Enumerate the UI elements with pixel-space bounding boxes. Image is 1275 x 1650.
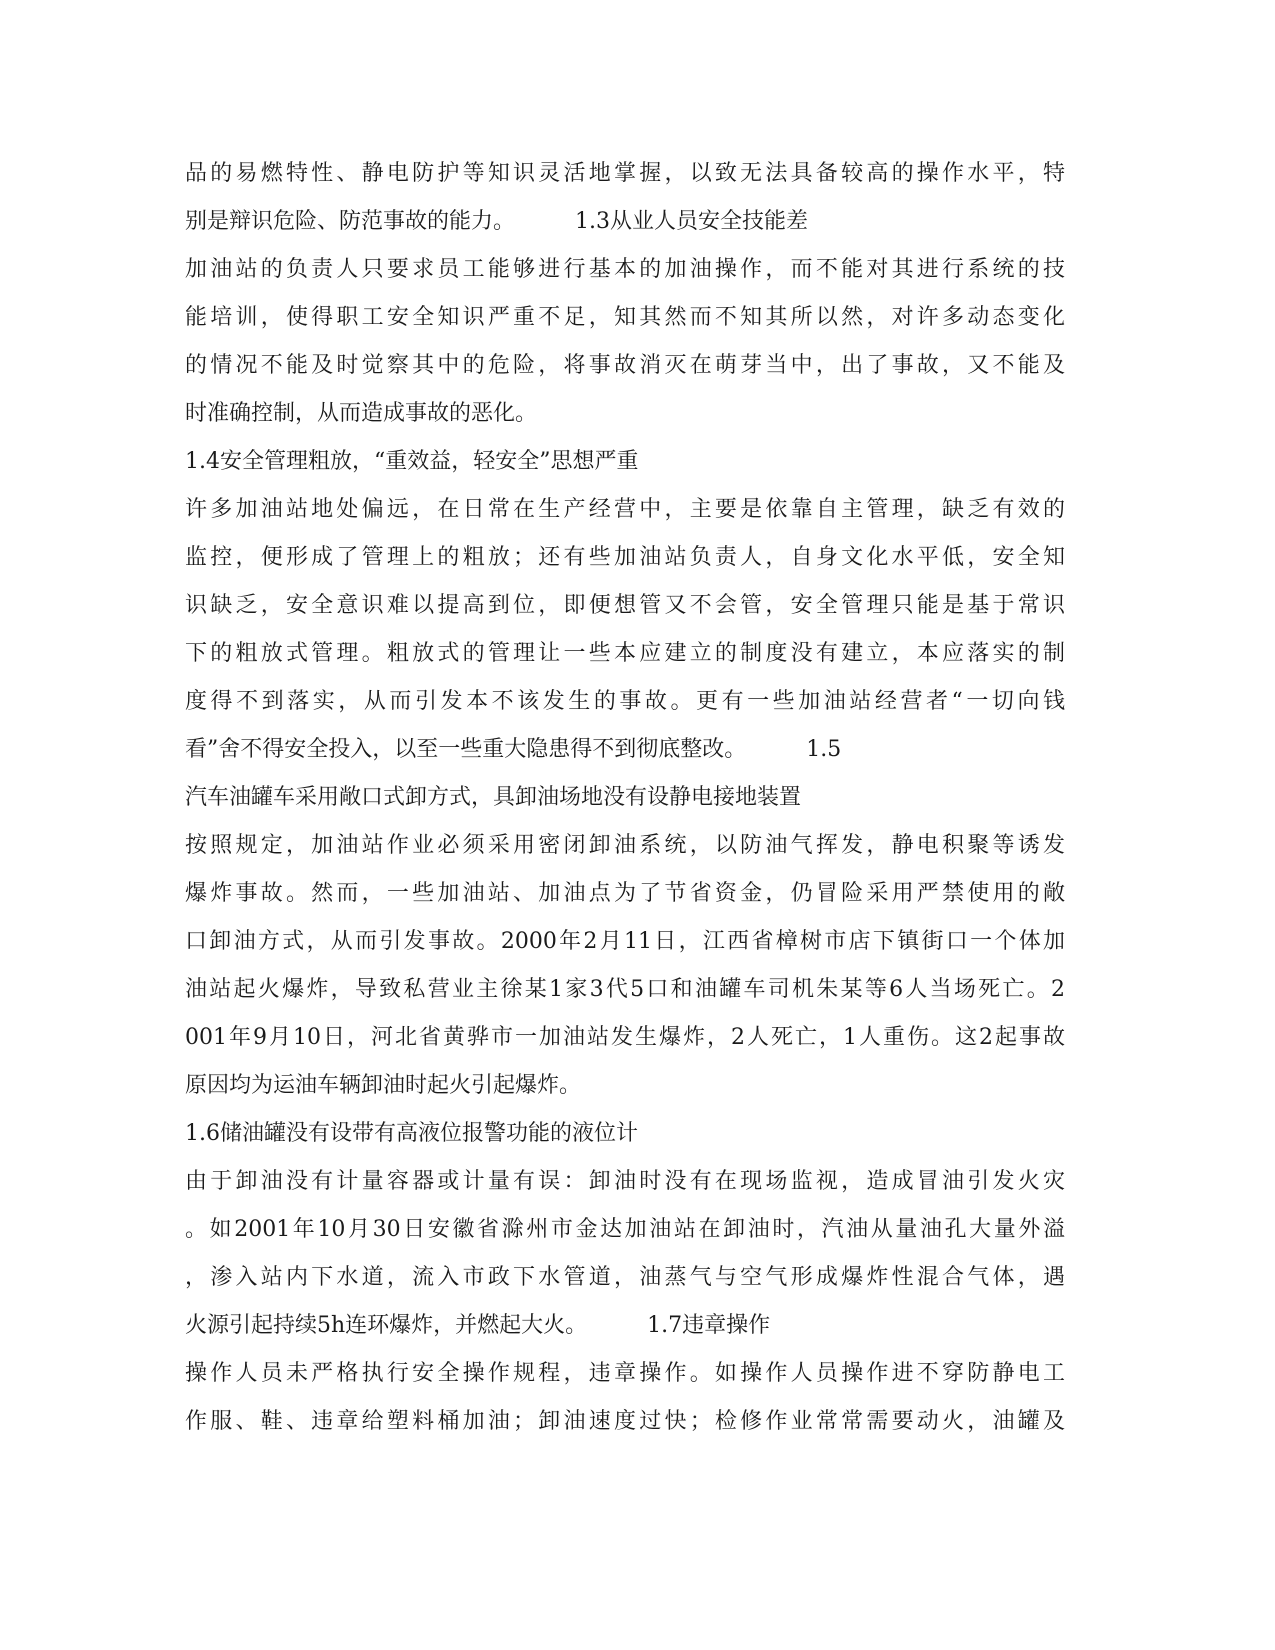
text-run: 看”舍不得安全投入，以至一些重大隐患得不到彻底整改。 bbox=[185, 737, 747, 762]
text-line: 许多加油站地处偏远，在日常在生产经营中，主要是依靠自主管理，缺乏有效的 bbox=[185, 497, 1065, 522]
text-line: 001年9月10日，河北省黄骅市一加油站发生爆炸，2人死亡，1人重伤。这2起事故 bbox=[185, 1025, 1065, 1050]
text-line: 能培训，使得职工安全知识严重不足，知其然而不知其所以然，对许多动态变化 bbox=[185, 305, 1065, 330]
text-line: 作服、鞋、违章给塑料桶加油；卸油速度过快；检修作业常常需要动火，油罐及 bbox=[185, 1409, 1065, 1434]
text-line: 时准确控制，从而造成事故的恶化。 bbox=[185, 401, 538, 426]
text-line bbox=[185, 726, 1065, 774]
text-line: ，渗入站内下水道，流入市政下水管道，油蒸气与空气形成爆炸性混合气体，遇 bbox=[185, 1265, 1065, 1290]
section-heading: 1.3从业人员安全技能差 bbox=[575, 209, 809, 234]
text-line: 原因均为运油车辆卸油时起火引起爆炸。 bbox=[185, 1073, 582, 1098]
section-heading: 1.6储油罐没有设带有高液位报警功能的液位计 bbox=[185, 1121, 638, 1146]
text-line: 的情况不能及时觉察其中的危险，将事故消灭在萌芽当中，出了事故，又不能及 bbox=[185, 353, 1065, 378]
text-line: 口卸油方式，从而引发事故。2000年2月11日，江西省樟树市店下镇街口一个体加 bbox=[185, 929, 1065, 954]
section-heading: 汽车油罐车采用敞口式卸方式，具卸油场地没有设静电接地装置 bbox=[185, 785, 802, 810]
text-line: 。如2001年10月30日安徽省滁州市金达加油站在卸油时，汽油从量油孔大量外溢 bbox=[185, 1217, 1065, 1242]
text-line: 油站起火爆炸，导致私营业主徐某1家3代5口和油罐车司机朱某等6人当场死亡。2 bbox=[185, 977, 1065, 1002]
text-line: 爆炸事故。然而，一些加油站、加油点为了节省资金，仍冒险采用严禁使用的敞 bbox=[185, 881, 1065, 906]
text-line: 度得不到落实，从而引发本不该发生的事故。更有一些加油站经营者“一切向钱 bbox=[185, 689, 1065, 714]
text-line: 品的易燃特性、静电防护等知识灵活地掌握，以致无法具备较高的操作水平，特 bbox=[185, 161, 1065, 186]
text-line: 监控，便形成了管理上的粗放；还有些加油站负责人，自身文化水平低，安全知 bbox=[185, 545, 1065, 570]
text-line: 由于卸油没有计量容器或计量有误：卸油时没有在现场监视，造成冒油引发火灾 bbox=[185, 1169, 1065, 1194]
section-heading: 1.7违章操作 bbox=[647, 1313, 771, 1338]
section-heading: 1.4安全管理粗放，“重效益，轻安全”思想严重 bbox=[185, 449, 639, 474]
text-line: 按照规定，加油站作业必须采用密闭卸油系统，以防油气挥发，静电积聚等诱发 bbox=[185, 833, 1065, 858]
text-line: 加油站的负责人只要求员工能够进行基本的加油操作，而不能对其进行系统的技 bbox=[185, 257, 1065, 282]
text-line bbox=[185, 1302, 1065, 1350]
text-line bbox=[185, 198, 1065, 246]
body-text bbox=[185, 150, 1065, 1446]
text-line: 操作人员未严格执行安全操作规程，违章操作。如操作人员操作进不穿防静电工 bbox=[185, 1361, 1065, 1386]
text-run: 火源引起持续5h连环爆炸，并燃起大火。 bbox=[185, 1313, 588, 1338]
text-line: 下的粗放式管理。粗放式的管理让一些本应建立的制度没有建立，本应落实的制 bbox=[185, 641, 1065, 666]
text-run: 别是辩识危险、防范事故的能力。 bbox=[185, 209, 516, 234]
section-heading: 1.5 bbox=[806, 737, 842, 762]
text-line: 识缺乏，安全意识难以提高到位，即便想管又不会管，安全管理只能是基于常识 bbox=[185, 593, 1065, 618]
